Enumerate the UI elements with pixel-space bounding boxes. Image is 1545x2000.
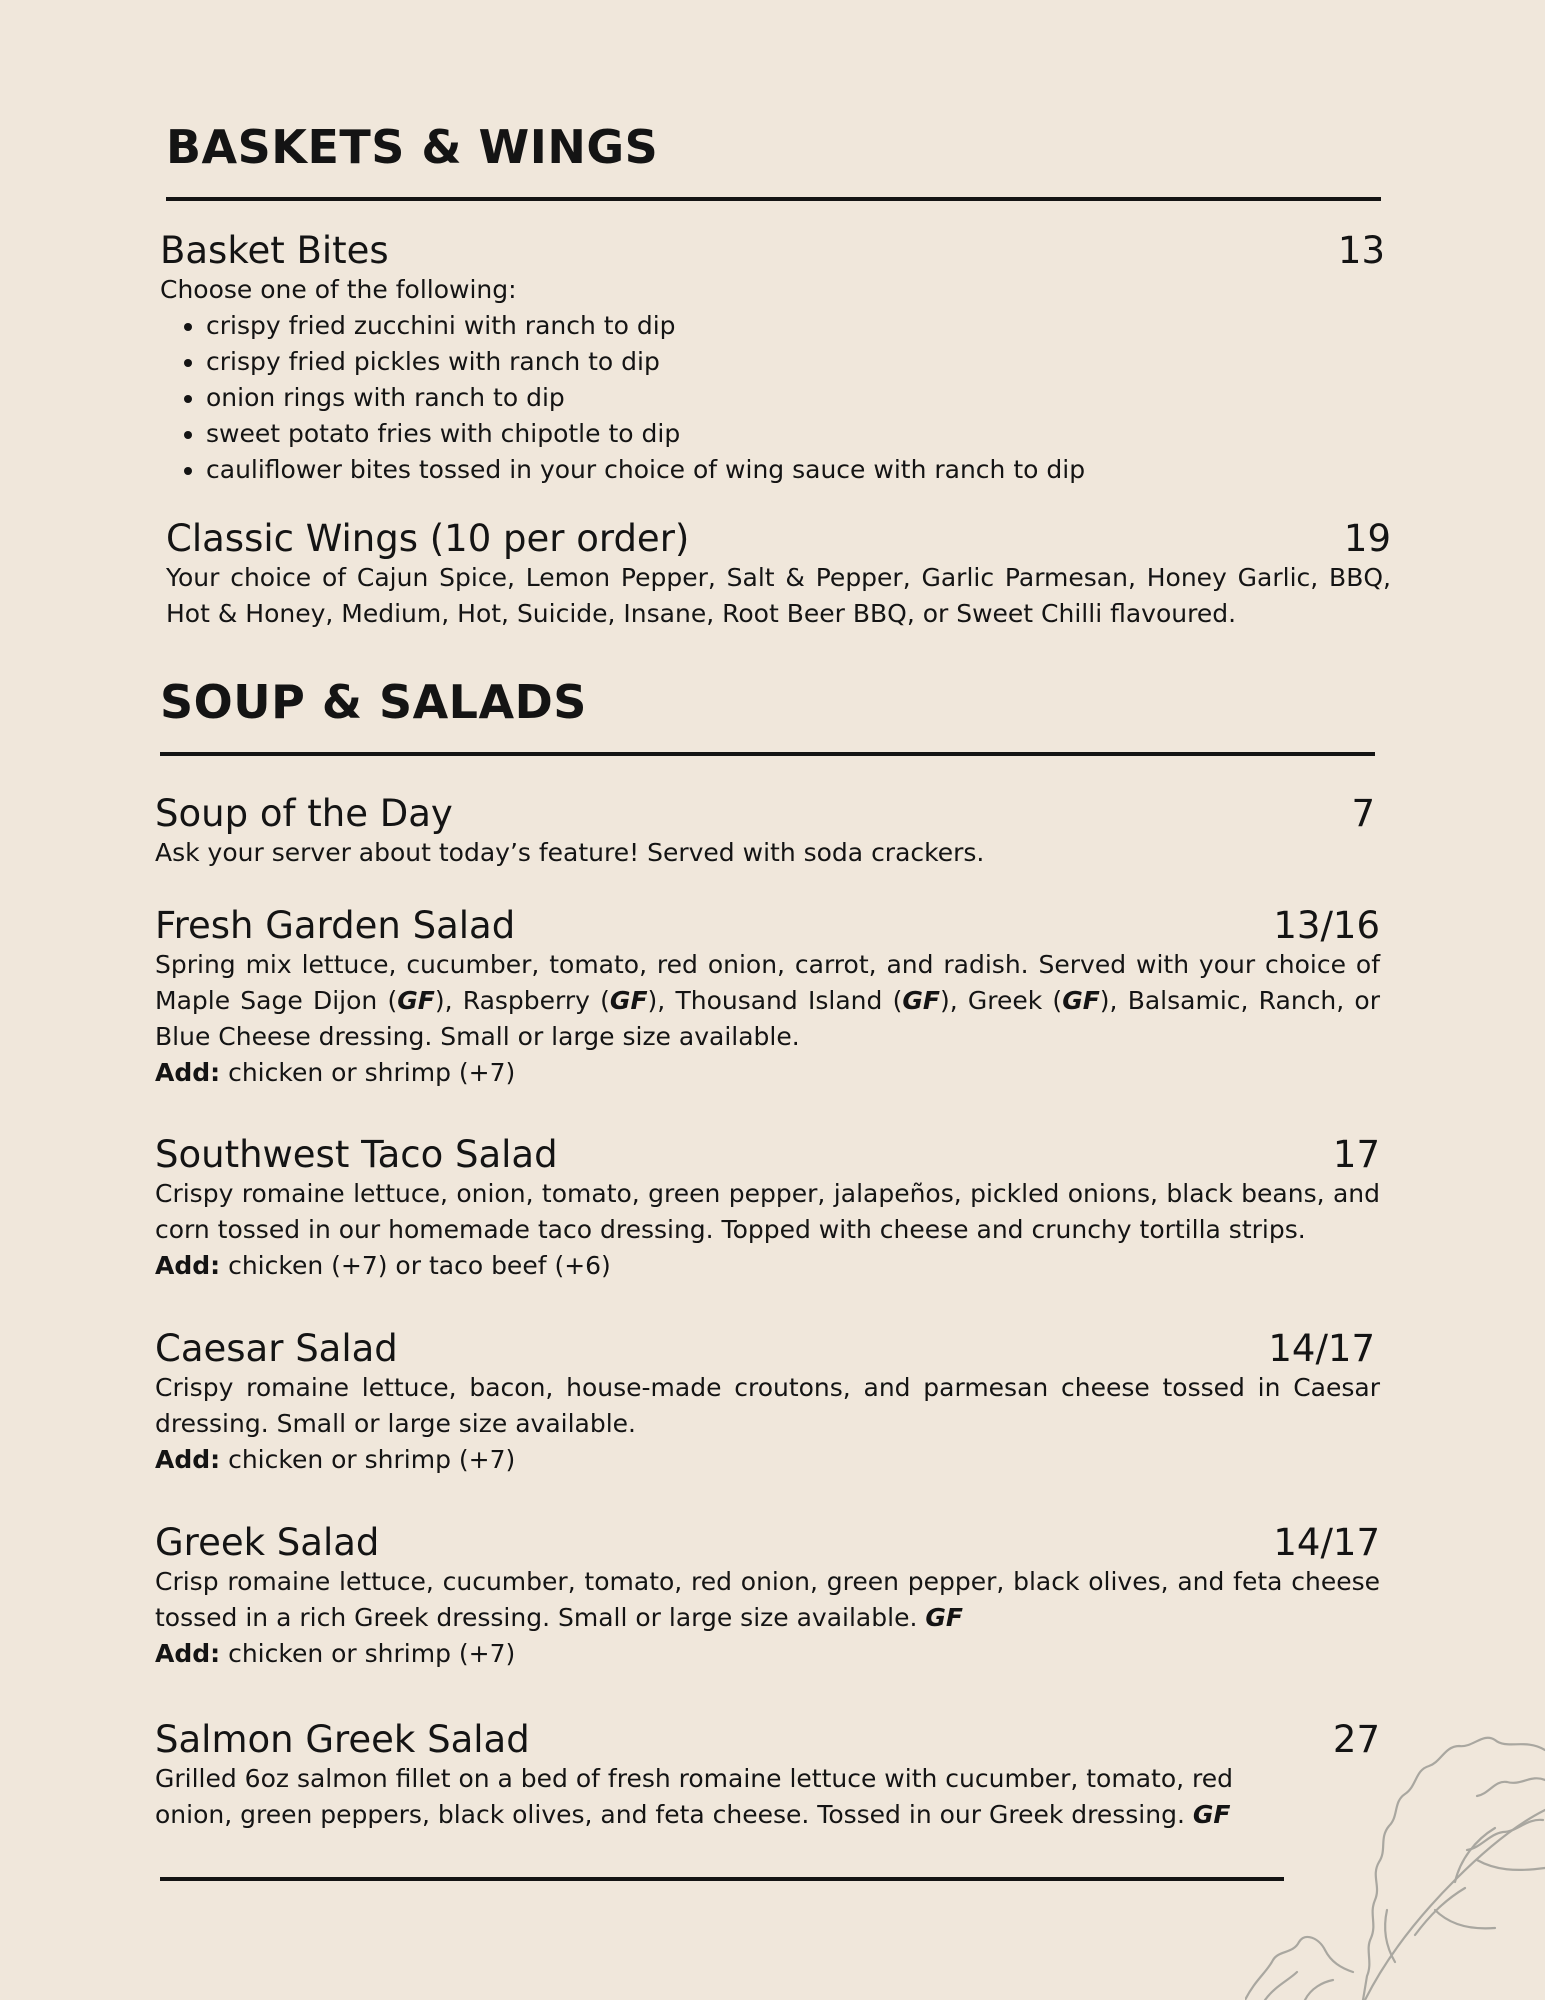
section-title-soup-salads: SOUP & SALADS	[160, 675, 587, 729]
item-description: Crisp romaine lettuce, cucumber, tomato, red onion, green pepper, black olives, and feta cheese tossed in a rich Greek dressing. Small or large size available. GF	[155, 1567, 1380, 1632]
gluten-free-tag: GF	[925, 1603, 963, 1632]
item-price: 13	[1337, 229, 1385, 272]
item-price: 17	[1332, 1133, 1380, 1176]
item-intro: Choose one of the following:	[160, 275, 517, 304]
item-description: Ask your server about today’s feature! Served with soda crackers.	[155, 838, 985, 867]
item-price: 13/16	[1273, 904, 1380, 947]
item-price: 7	[1351, 792, 1375, 835]
list-item: • crispy fried pickles with ranch to dip	[206, 344, 1385, 380]
gluten-free-tag: GF	[1062, 986, 1100, 1015]
option-list	[160, 308, 1385, 488]
item-price: 14/17	[1273, 1521, 1380, 1564]
item-description: Crispy romaine lettuce, bacon, house-made croutons, and parmesan cheese tossed in Caesar dressing. Small or large size available.	[155, 1373, 1380, 1438]
menu-item-greek-salad	[155, 1521, 1380, 1672]
item-name: Southwest Taco Salad	[155, 1133, 558, 1176]
gluten-free-tag: GF	[1192, 1800, 1231, 1829]
menu-item-basket-bites	[160, 229, 1385, 488]
section-title-baskets-wings: BASKETS & WINGS	[166, 120, 659, 174]
menu-item-soup-of-the-day	[155, 792, 1380, 871]
list-item: • onion rings with ranch to dip	[206, 380, 1385, 416]
item-price: 14/17	[1268, 1327, 1375, 1370]
item-name: Caesar Salad	[155, 1327, 398, 1370]
item-name: Soup of the Day	[155, 792, 453, 835]
item-name: Greek Salad	[155, 1521, 380, 1564]
list-item: • crispy fried zucchini with ranch to dip	[206, 308, 1385, 344]
item-add-on: Add: chicken or shrimp (+7)	[155, 1058, 516, 1087]
menu-item-caesar-salad	[155, 1327, 1380, 1478]
menu-item-salmon-greek-salad	[155, 1718, 1380, 1833]
item-name: Basket Bites	[160, 229, 389, 272]
section-divider	[160, 752, 1375, 756]
item-name: Classic Wings (10 per order)	[166, 517, 690, 560]
item-name: Fresh Garden Salad	[155, 904, 516, 947]
menu-item-classic-wings	[166, 517, 1391, 632]
item-price: 27	[1332, 1718, 1380, 1761]
section-divider	[166, 197, 1381, 201]
item-description: Crispy romaine lettuce, onion, tomato, green pepper, jalapeños, pickled onions, black beans, and corn tossed in our homemade taco dressing. Topped with cheese and crunchy tortilla strips.	[155, 1179, 1380, 1244]
item-description: Your choice of Cajun Spice, Lemon Pepper, Salt & Pepper, Garlic Parmesan, Honey Garlic, BBQ, Hot & Honey, Medium, Hot, Suicide, Insane, Root Beer BBQ, or Sweet Chilli flavoured.	[166, 563, 1391, 628]
menu-item-southwest-taco-salad	[155, 1133, 1380, 1284]
list-item: • cauliflower bites tossed in your choice of wing sauce with ranch to dip	[206, 452, 1385, 488]
bottom-divider	[160, 1877, 1284, 1881]
item-description: Spring mix lettuce, cucumber, tomato, red onion, carrot, and radish. Served with your choice of Maple Sage Dijon (GF), Raspberry (GF), Thousand Island (GF), Greek (GF), Balsamic, Ranch, or Blue Cheese dressing. Small or large size available.	[155, 950, 1380, 1051]
item-price: 19	[1343, 517, 1391, 560]
gluten-free-tag: GF	[609, 986, 648, 1015]
item-add-on: Add: chicken (+7) or taco beef (+6)	[155, 1251, 611, 1280]
list-item: • sweet potato fries with chipotle to dip	[206, 416, 1385, 452]
lettuce-leaf-icon	[1245, 1710, 1545, 2000]
menu-item-fresh-garden-salad	[155, 904, 1380, 1091]
item-description: Grilled 6oz salmon fillet on a bed of fresh romaine lettuce with cucumber, tomato, red onion, green peppers, black olives, and feta cheese. Tossed in our Greek dressing. GF	[155, 1764, 1233, 1829]
item-name: Salmon Greek Salad	[155, 1718, 530, 1761]
item-add-on: Add: chicken or shrimp (+7)	[155, 1639, 516, 1668]
gluten-free-tag: GF	[902, 986, 940, 1015]
item-add-on: Add: chicken or shrimp (+7)	[155, 1445, 516, 1474]
gluten-free-tag: GF	[397, 986, 435, 1015]
